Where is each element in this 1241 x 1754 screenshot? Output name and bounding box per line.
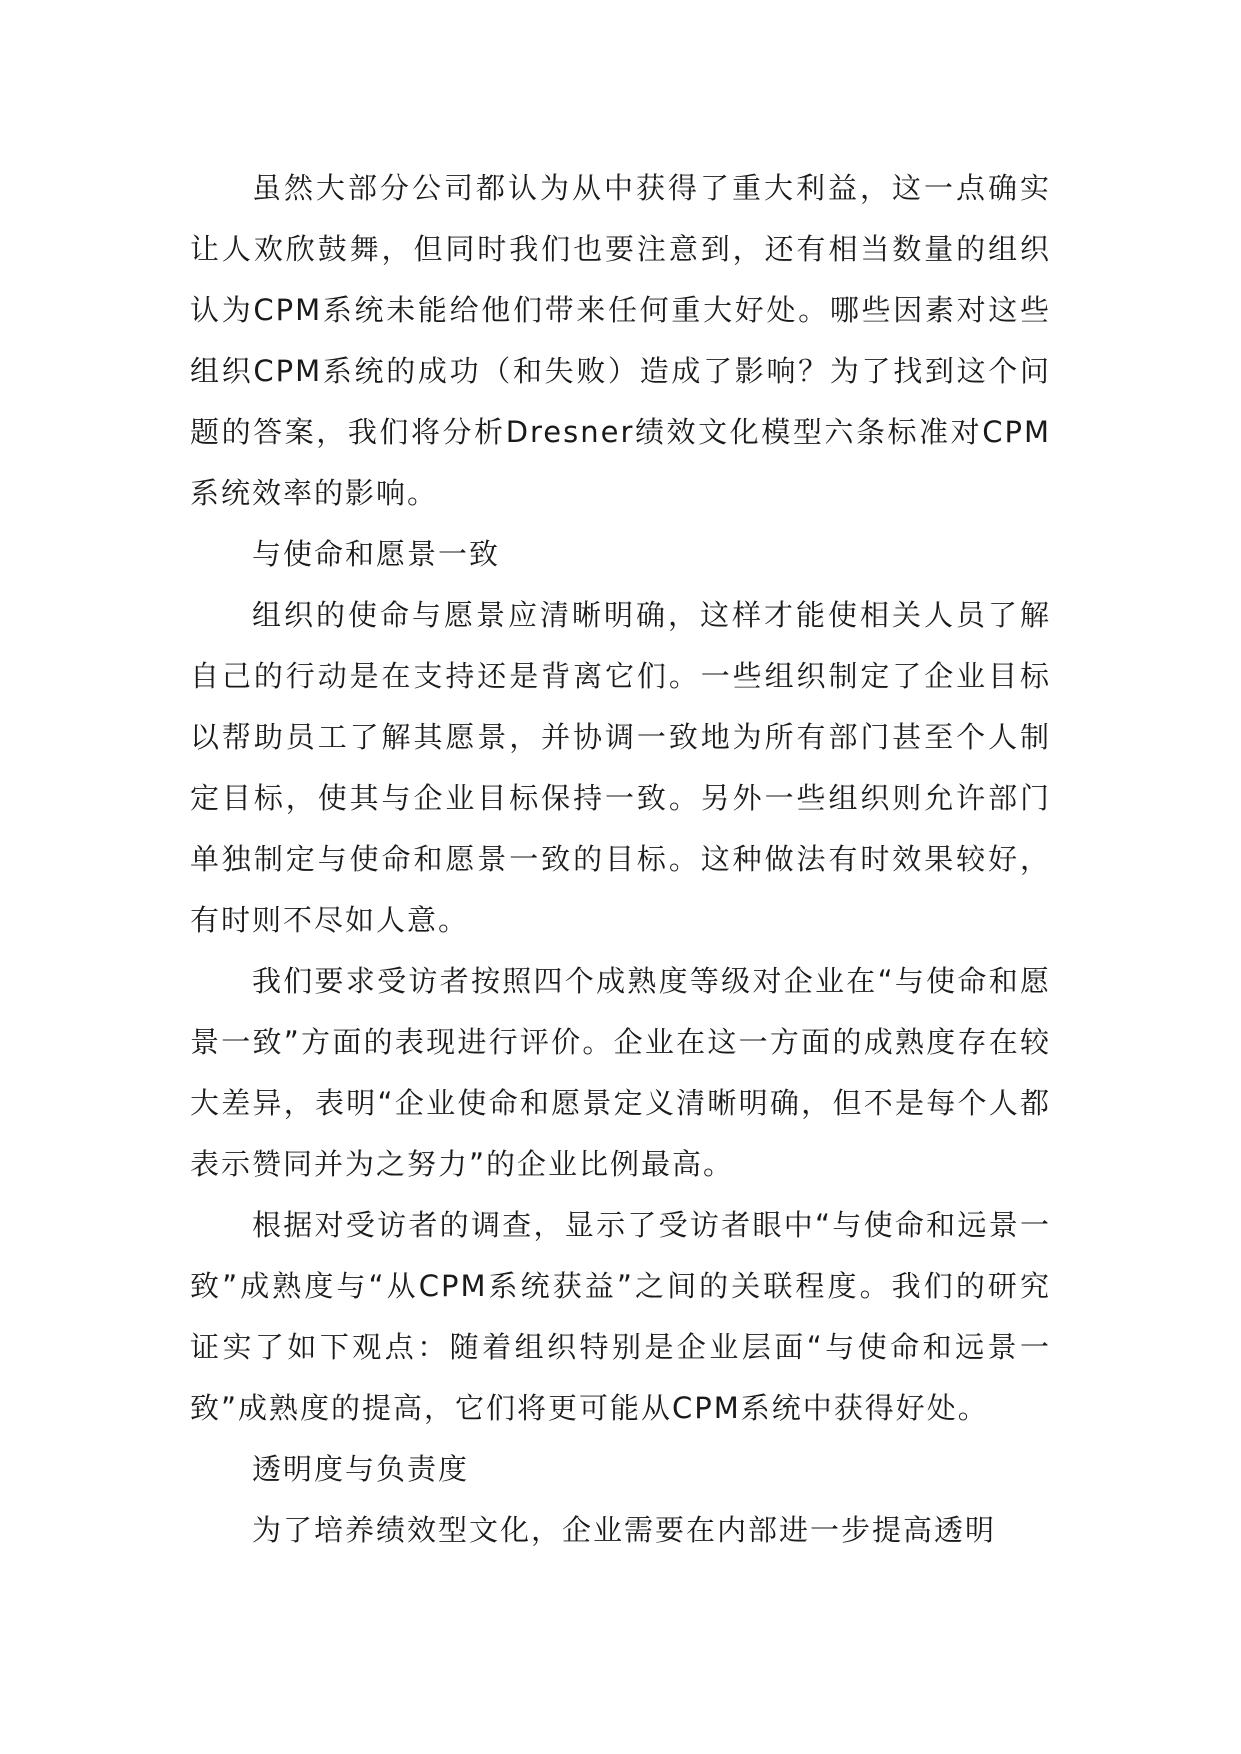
section-heading-mission-vision: 与使命和愿景一致 <box>252 537 501 571</box>
paragraph-survey-results: 根据对受访者的调查，显示了受访者眼中“与使命和远景一致”成熟度与“从CPM系统获益”之间的关联程度。我们的研究证实了如下观点：随着组织特别是企业层面“与使命和远景一致”成熟度的提高，它们将更可能从CPM系统中获得好处。 <box>190 1208 1051 1425</box>
section-heading-transparency: 透明度与负责度 <box>252 1452 470 1486</box>
paragraph-intro: 虽然大部分公司都认为从中获得了重大利益，这一点确实让人欢欣鼓舞，但同时我们也要注意到，还有相当数量的组织认为CPM系统未能给他们带来任何重大好处。哪些因素对这些组织CPM系统的成功（和失败）造成了影响？为了找到这个问题的答案，我们将分析Dresner绩效文化模型六条标准对CPM系统效率的影响。 <box>190 171 1051 510</box>
paragraph-mission-vision: 组织的使命与愿景应清晰明确，这样才能使相关人员了解自己的行动是在支持还是背离它们。一些组织制定了企业目标以帮助员工了解其愿景，并协调一致地为所有部门甚至个人制定目标，使其与企业目标保持一致。另外一些组织则允许部门单独制定与使命和愿景一致的目标。这种做法有时效果较好，有时则不尽如人意。 <box>190 598 1051 937</box>
paragraph-transparency: 为了培养绩效型文化，企业需要在内部进一步提高透明 <box>252 1513 997 1547</box>
paragraph-maturity-rating: 我们要求受访者按照四个成熟度等级对企业在“与使命和愿景一致”方面的表现进行评价。企业在这一方面的成熟度存在较大差异，表明“企业使命和愿景定义清晰明确，但不是每个人都表示赞同并为之努力”的企业比例最高。 <box>190 964 1051 1181</box>
document-body <box>190 158 1051 1561</box>
